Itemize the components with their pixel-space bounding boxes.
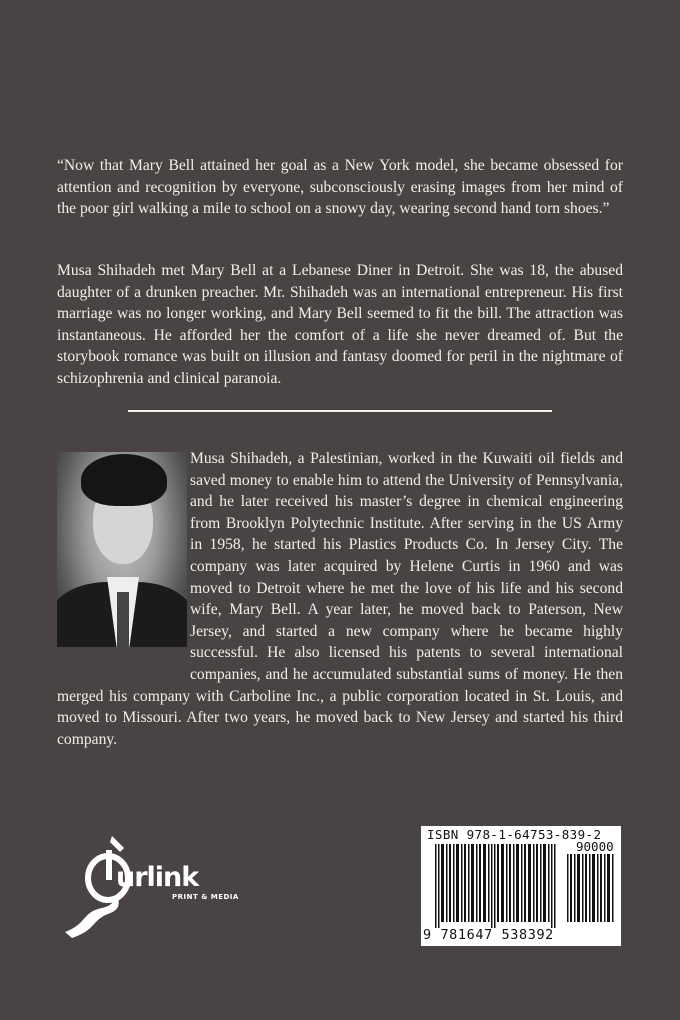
price-code: 90000: [576, 839, 614, 854]
isbn-barcode: [421, 826, 621, 946]
barcode-bars: [435, 844, 559, 928]
author-bio-text: Musa Shihadeh, a Palestinian, worked in the Kuwaiti oil fields and saved money to enable him to attend the University of Pennsylvania, and he later received his master’s degree in chemical engineering from Brooklyn Polytechnic Institute. After serving in the US Army in 1958, he started his Plastics Products Co. In Jersey City. The company was later acquired by Helene Curtis in 1960 and was moved to Detroit where he met the love of his life and his second wife, Mary Bell. A year later, he moved back to Paterson, New Jersey, and started a new company where he became highly successful. He also licensed his patents to several international companies, and he accumulated substantial sums of money. He then merged his company with Carboline Inc., a public corporation located in St. Louis, and moved to Missouri. After two years, he moved back to New Jersey and started his third company.: [57, 450, 623, 748]
publisher-name: urlink: [116, 862, 199, 893]
divider-line: [128, 410, 552, 412]
isbn-label: ISBN 978-1-64753-839-2: [427, 827, 602, 842]
back-cover-quote: “Now that Mary Bell attained her goal as a New York model, she became obsessed for attention and recognition by everyone, subconsciously erasing images from her mind of the poor girl walking a mile to school on a snowy day, wearing second hand torn shoes.”: [57, 157, 623, 217]
barcode-digits: 9 781647 538392: [423, 927, 554, 943]
back-cover-synopsis: Musa Shihadeh met Mary Bell at a Lebanese Diner in Detroit. She was 18, the abused daughter of a drunken preacher. Mr. Shihadeh was an international entrepreneur. His first marriage was no longer working, and Mary Bell seemed to fit the bill. The attraction was instantaneous. He afforded her the comfort of a life she never dreamed of. But the storybook romance was built on illusion and fantasy doomed for peril in the nightmare of schizophrenia and clinical paranoia.: [57, 262, 623, 387]
author-bio: [57, 448, 623, 750]
addon-barcode-bars: [567, 854, 615, 922]
publisher-tagline: PRINT & MEDIA: [172, 893, 239, 901]
